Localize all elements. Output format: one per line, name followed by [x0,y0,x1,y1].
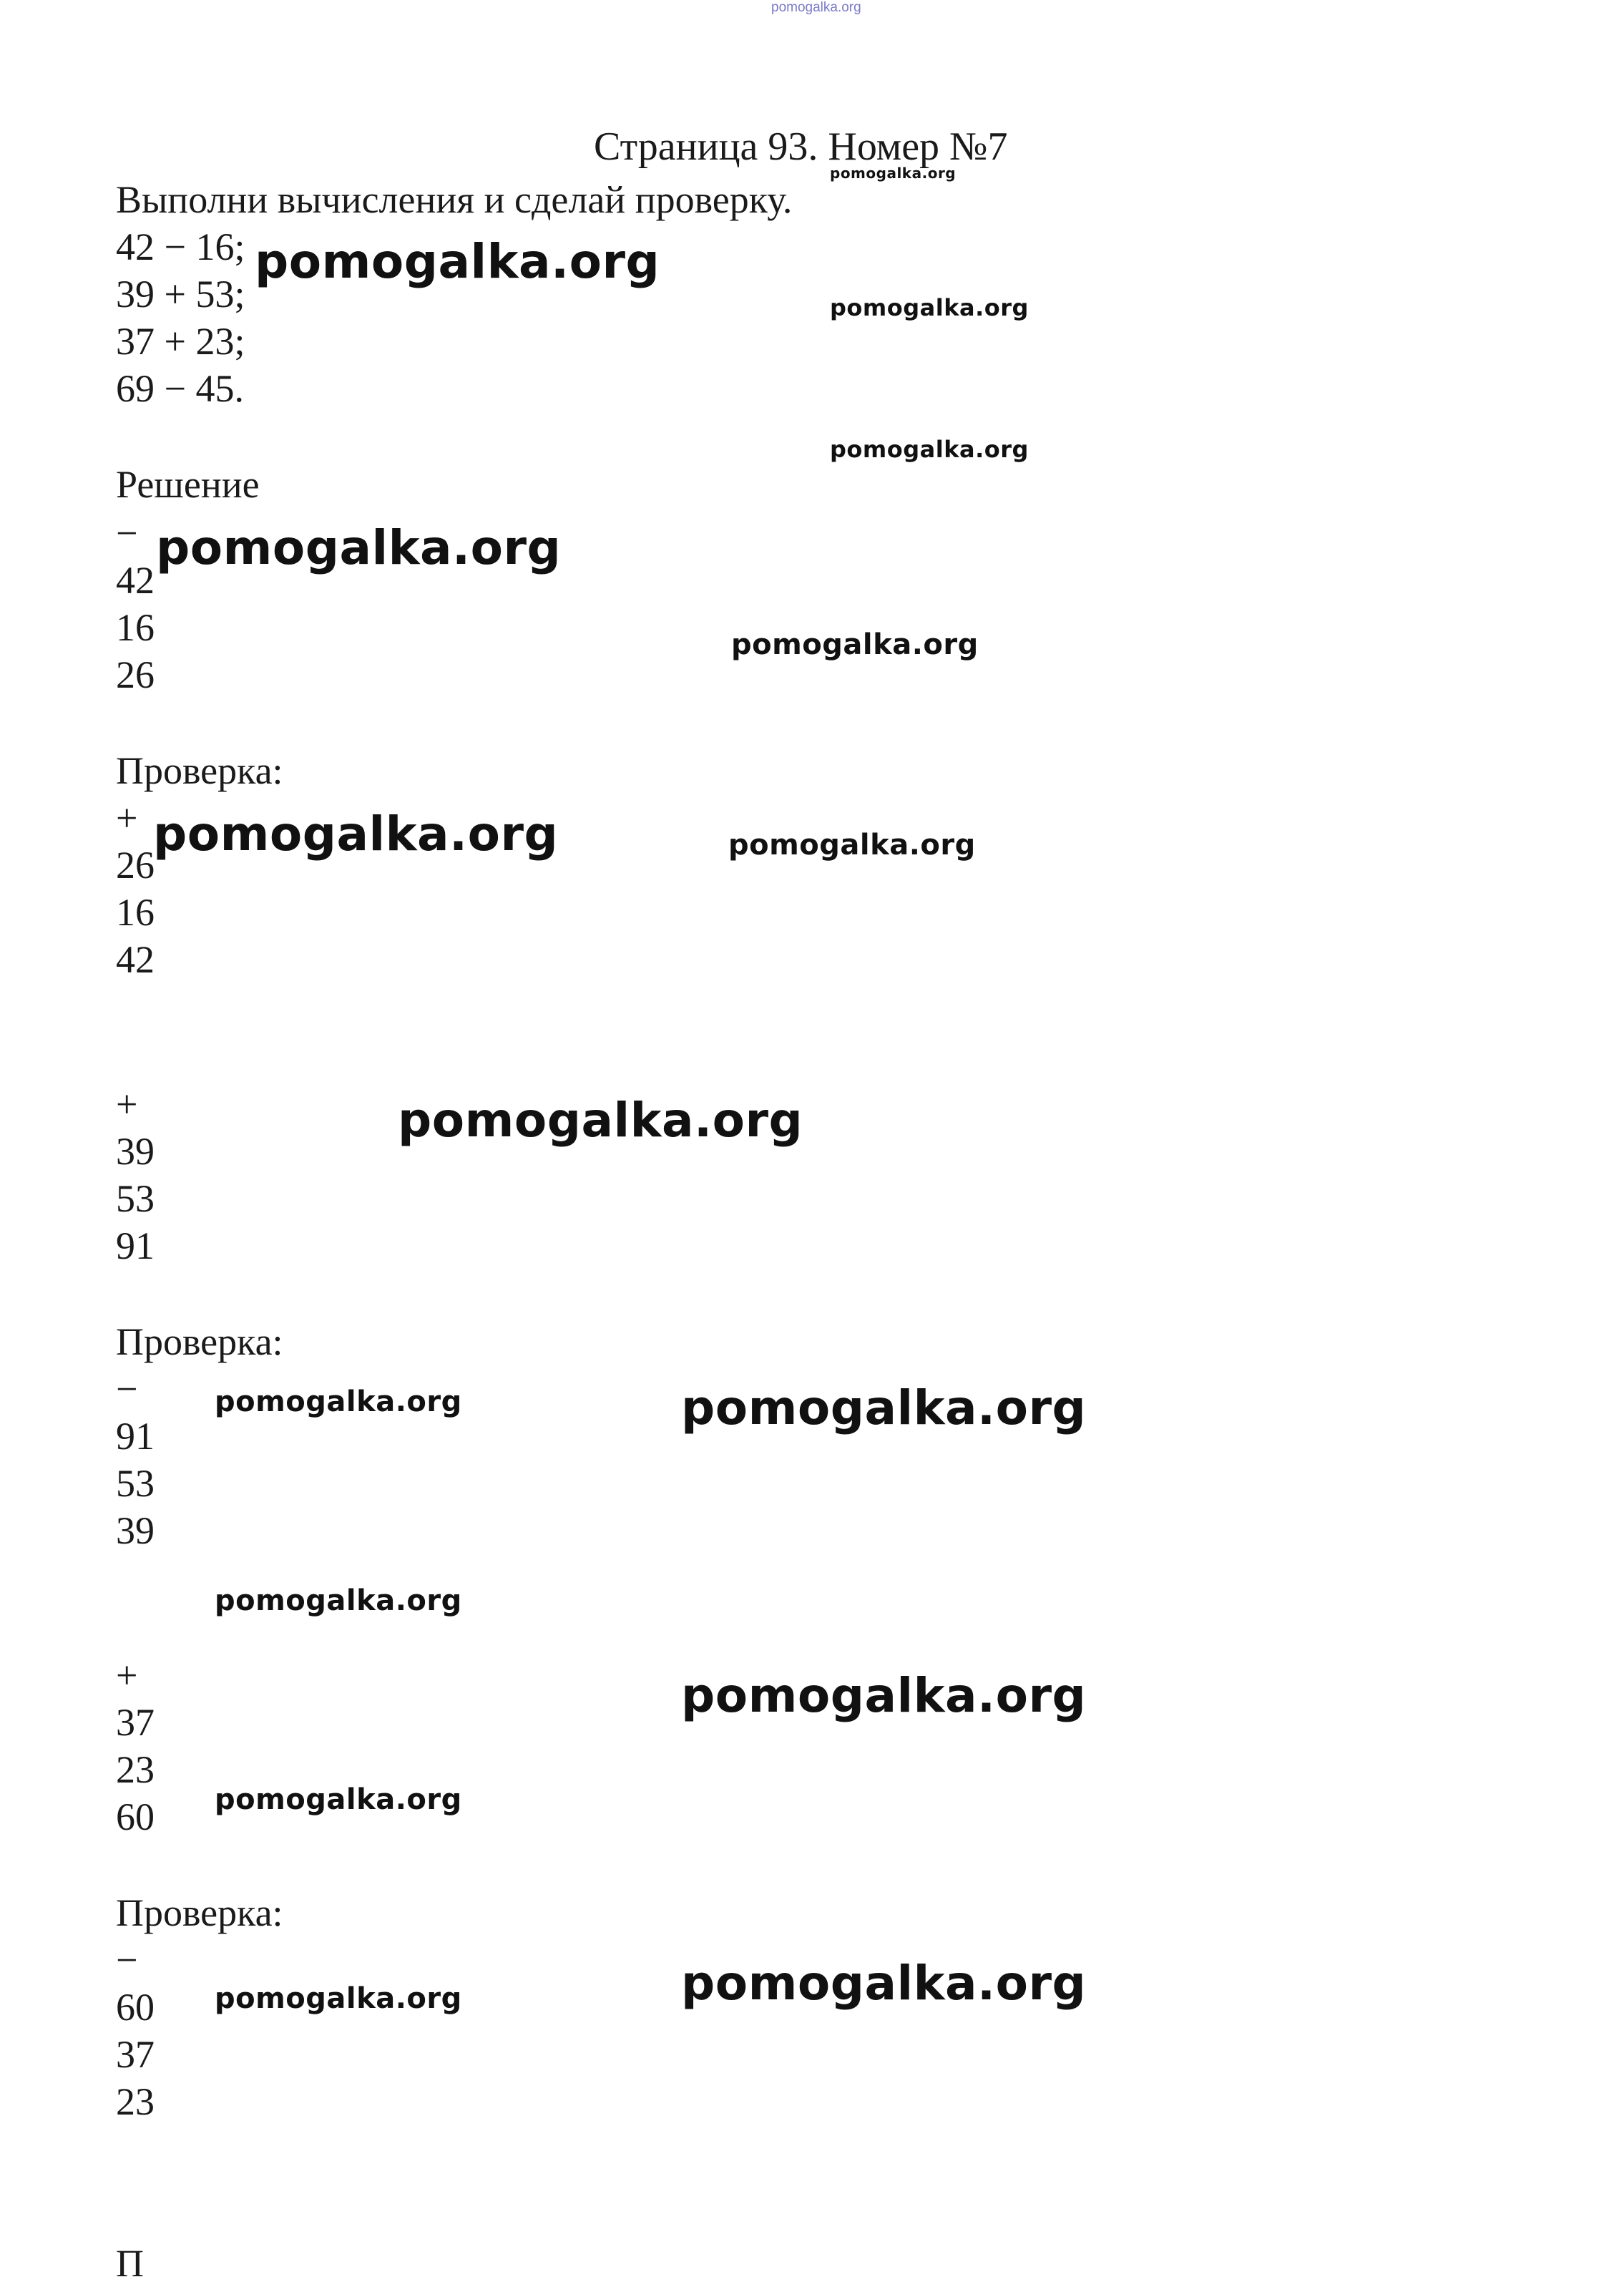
result: 60 [116,1795,155,1838]
result: 23 [116,2080,155,2123]
check-label: Проверка: [116,749,283,792]
operand: 37 [116,1701,155,1744]
watermark: pomogalka.org [681,1956,1087,2011]
operation-sign: + [116,1083,138,1126]
task-instruction: Выполни вычисления и сделай проверку. [116,178,793,221]
result: 91 [116,1224,155,1267]
check-label: Проверка: [116,1891,283,1934]
task-expression: 37 + 23; [116,320,245,363]
operand: 60 [116,1986,155,2029]
watermark: pomogalka.org [830,165,957,182]
operand: 53 [116,1177,155,1220]
watermark: pomogalka.org [255,234,660,289]
operation-sign: + [116,796,138,839]
operand: 16 [116,891,155,934]
operand: 91 [116,1415,155,1458]
operation-sign: − [116,1367,138,1410]
watermark: pomogalka.org [398,1093,803,1148]
watermark: pomogalka.org [215,1584,462,1617]
task-expression: 42 − 16; [116,225,245,268]
watermark: pomogalka.org [681,1380,1087,1435]
watermark: pomogalka.org [830,436,1029,463]
operand: 37 [116,2033,155,2076]
operand: 26 [116,844,155,887]
operation-sign: − [116,1939,138,1981]
operand: 16 [116,606,155,649]
operand: 23 [116,1748,155,1791]
task-expression: 69 − 45. [116,367,244,410]
task-expression: 39 + 53; [116,273,245,316]
page-title: Страница 93. Номер №7 [594,125,1008,169]
watermark: pomogalka.org [215,1783,462,1816]
watermark: pomogalka.org [215,1982,462,2015]
operand: 39 [116,1130,155,1173]
watermark: pomogalka.org [215,1385,462,1418]
watermark: pomogalka.org [728,829,976,862]
watermark: pomogalka.org [830,294,1029,321]
result: 26 [116,653,155,696]
operand: 53 [116,1462,155,1505]
operation-sign: + [116,1654,138,1697]
result: 39 [116,1509,155,1552]
partial-text: П [116,2242,144,2285]
operation-sign: − [116,512,138,555]
watermark: pomogalka.org [731,628,979,661]
result: 42 [116,938,155,981]
solution-heading: Решение [116,463,260,506]
check-label: Проверка: [116,1320,283,1363]
watermark: pomogalka.org [156,520,562,575]
operand: 42 [116,559,155,602]
watermark: pomogalka.org [153,806,559,862]
top-watermark: pomogalka.org [771,0,861,15]
watermark: pomogalka.org [681,1668,1087,1723]
